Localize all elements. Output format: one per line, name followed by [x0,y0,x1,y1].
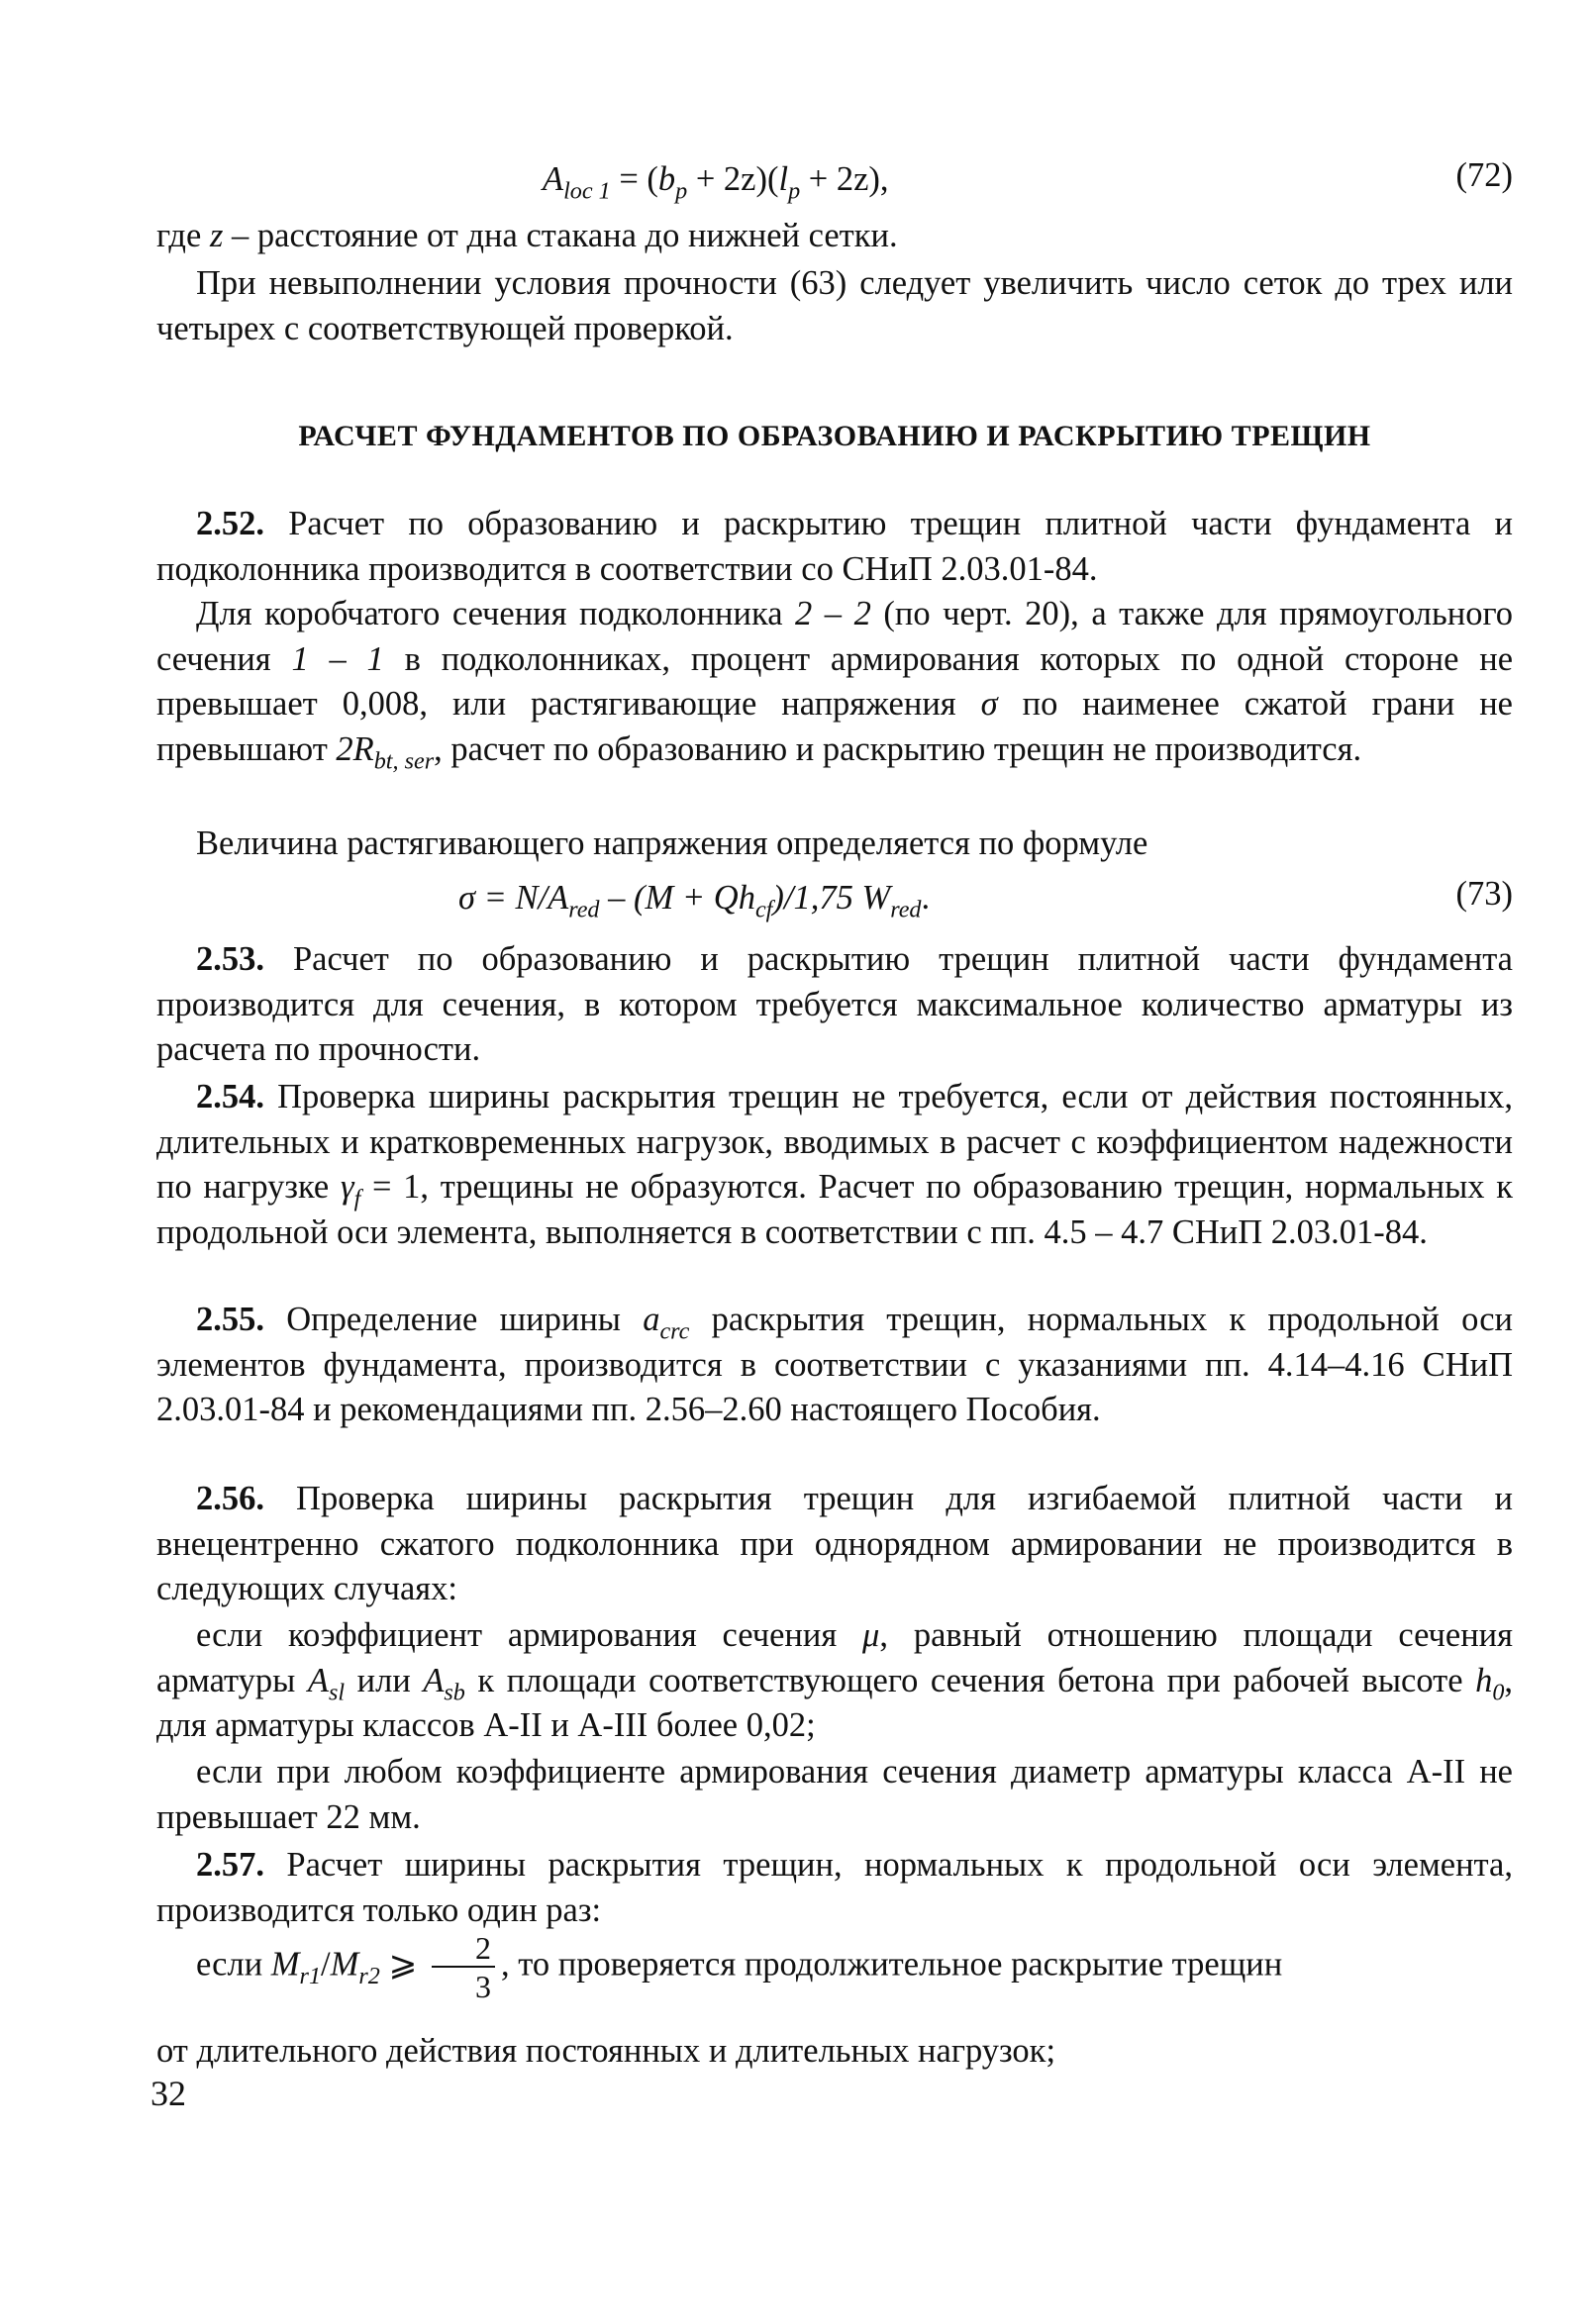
paragraph-2-57-condition: если $M_{r1}/M_{r2}$ ⩾ $\frac{2}{3}$ , то проверяется продолжительное раскрытие трещин [196,1930,1283,2004]
fraction-two-thirds: $\frac{2}{3}$ [432,1932,495,2002]
formula-73-number: (73) [1455,875,1513,913]
paragraph-63: При невыполнении условия прочности (63) следует увеличить число сеток до трех или четырех с соответствующей проверкой. [156,264,1513,347]
paragraph-2-53: 2.53. Расчет по образованию и раскрытию трещин плитной части фундамента производится для сечения, в котором требуется максимальное количество арматуры из расчета по прочности. [156,940,1513,1068]
paragraph-2-56-case-2: если при любом коэффициенте армирования сечения диаметр арматуры класса А-II не превышает 22 мм. [156,1753,1513,1836]
paragraph-2-57: 2.57. Расчет ширины раскрытия трещин, нормальных к продольной оси элемента, производится только один раз: [156,1846,1513,1929]
paragraph-2-52: 2.52. Расчет по образованию и раскрытию трещин плитной части фундамента и подколонника производится в соответствии со СНиП 2.03.01-84. [156,505,1513,588]
page-number: 32 [150,2074,186,2113]
paragraph-2-55: 2.55. Определение ширины $a_{crc}$ раскрытия трещин, нормальных к продольной оси элементов фундамента, производится в соответствии с указаниями пп. 4.14–4.16 СНиП 2.03.01-84 и рекомендациями пп. 2.56–2.60 настоящего Пособия. [156,1301,1513,1428]
where-z-line: где z – расстояние от дна стакана до нижней сетки. [156,217,898,254]
formula-72-number: (72) [1455,156,1513,194]
section-heading: РАСЧЕТ ФУНДАМЕНТОВ ПО ОБРАЗОВАНИЮ И РАСКРЫТИЮ ТРЕЩИН [298,420,1371,452]
formula-73: $\sigma = N/A_{red} - (M + Qh_{cf})/1,75$ $W_{red}$. (73) [458,875,1513,923]
paragraph-2-54: 2.54. Проверка ширины раскрытия трещин не требуется, если от действия постоянных, длительных и кратковременных нагрузок, вводимых в расчет с коэффициентом надежности по нагрузке $\gamma_f = 1$, трещины не образуются. Расчет по образованию трещин, нормальных к продольной оси элемента, выполняется в соответствии с пп. 4.5 – 4.7 СНиП 2.03.01-84. [156,1078,1513,1251]
paragraph-2-56: 2.56. Проверка ширины раскрытия трещин для изгибаемой плитной части и внецентренно сжатого подколонника при однорядном армировании не производится в следующих случаях: [156,1480,1513,1607]
paragraph-2-52-formula-intro: Величина растягивающего напряжения определяется по формуле [196,824,1148,862]
paragraph-2-56-case-1: если коэффициент армирования сечения μ, равный отношению площади сечения арматуры $A_{sl}$ или $A_{sb}$ к площади соответствующего сечения бетона при рабочей высоте $h_0$, для арматуры классов А-II и А-III более 0,02; [156,1616,1514,1744]
formula-72: $A_{loc 1} = (b_p + 2z)(l_p + 2z)$, (72) [543,156,1513,205]
paragraph-2-52-box-section: Для коробчатого сечения подколонника 2 – 2 (по черт. 20), а также для прямоугольного сечения 1 – 1 в подколонниках, процент армирования которых по одной стороне не превышает 0,008, или растягивающие напряжения σ по наименее сжатой грани не превышают $2R_{bt, ser}$, расчет по образованию и раскрытию трещин не производится. [156,595,1514,774]
paragraph-2-57-continuation: от длительного действия постоянных и длительных нагрузок; [156,2032,1056,2070]
